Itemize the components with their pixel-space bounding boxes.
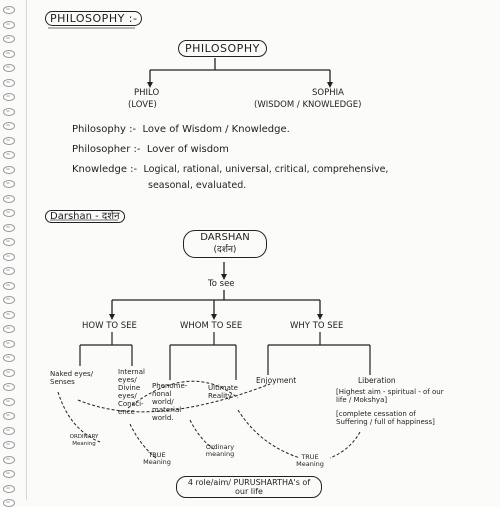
naked-eyes-senses: Naked eyes/ Senses [50,370,94,386]
true-meaning-2: TRUE Meaning [296,453,324,468]
sophia-meaning: (WISDOM / KNOWLEDGE) [254,100,362,110]
to-see-label: To see [208,279,235,289]
ultimate-reality: Ultimate Reality [208,384,238,400]
true-meaning-1: TRUE Meaning [143,451,171,466]
darshan-heading: Darshan - दर्शन [45,208,125,222]
enjoyment: Enjoyment [256,376,297,385]
phenomenal-world: Phenome- nonal world/ material world. [152,382,188,422]
liberation-note-suffering: [complete cessation of Suffering / full of happiness] [336,410,435,426]
definition-knowledge: Knowledge :- Logical, rational, universal, critical, comprehensive, [72,164,389,175]
philosophy-heading: PHILOSOPHY :- [45,12,142,25]
sophia-word: SOPHIA [312,88,344,98]
liberation: Liberation [358,376,396,385]
definition-philosopher: Philosopher :- Lover of wisdom [72,144,229,155]
why-to-see: WHY TO SEE [290,321,344,331]
definition-philosophy: Philosophy :- Love of Wisdom / Knowledge. [72,124,290,135]
darshan-root-box: DARSHAN (दर्शन) [183,230,267,258]
philo-word: PHILO [134,88,160,98]
philosophy-root-box: PHILOSOPHY [178,40,267,57]
ordinary-meaning-2: Ordinary meaning [205,443,235,458]
whom-to-see: WHOM TO SEE [180,321,243,331]
internal-eyes: Internal eyes/ Divine eyes/ Consci- ence [118,368,145,416]
ordinary-meaning-1: ORDINARY Meaning [69,434,99,447]
spiral-ring [3,499,15,507]
liberation-note-aim: [Highest aim - spiritual - of our life / Mokshya] [336,388,444,404]
how-to-see: HOW TO SEE [82,321,137,331]
definition-knowledge-cont: seasonal, evaluated. [148,180,247,191]
philo-meaning: (LOVE) [128,100,157,110]
purushartha-box: 4 role/aim/ PURUSHARTHA's of our life [176,476,322,498]
